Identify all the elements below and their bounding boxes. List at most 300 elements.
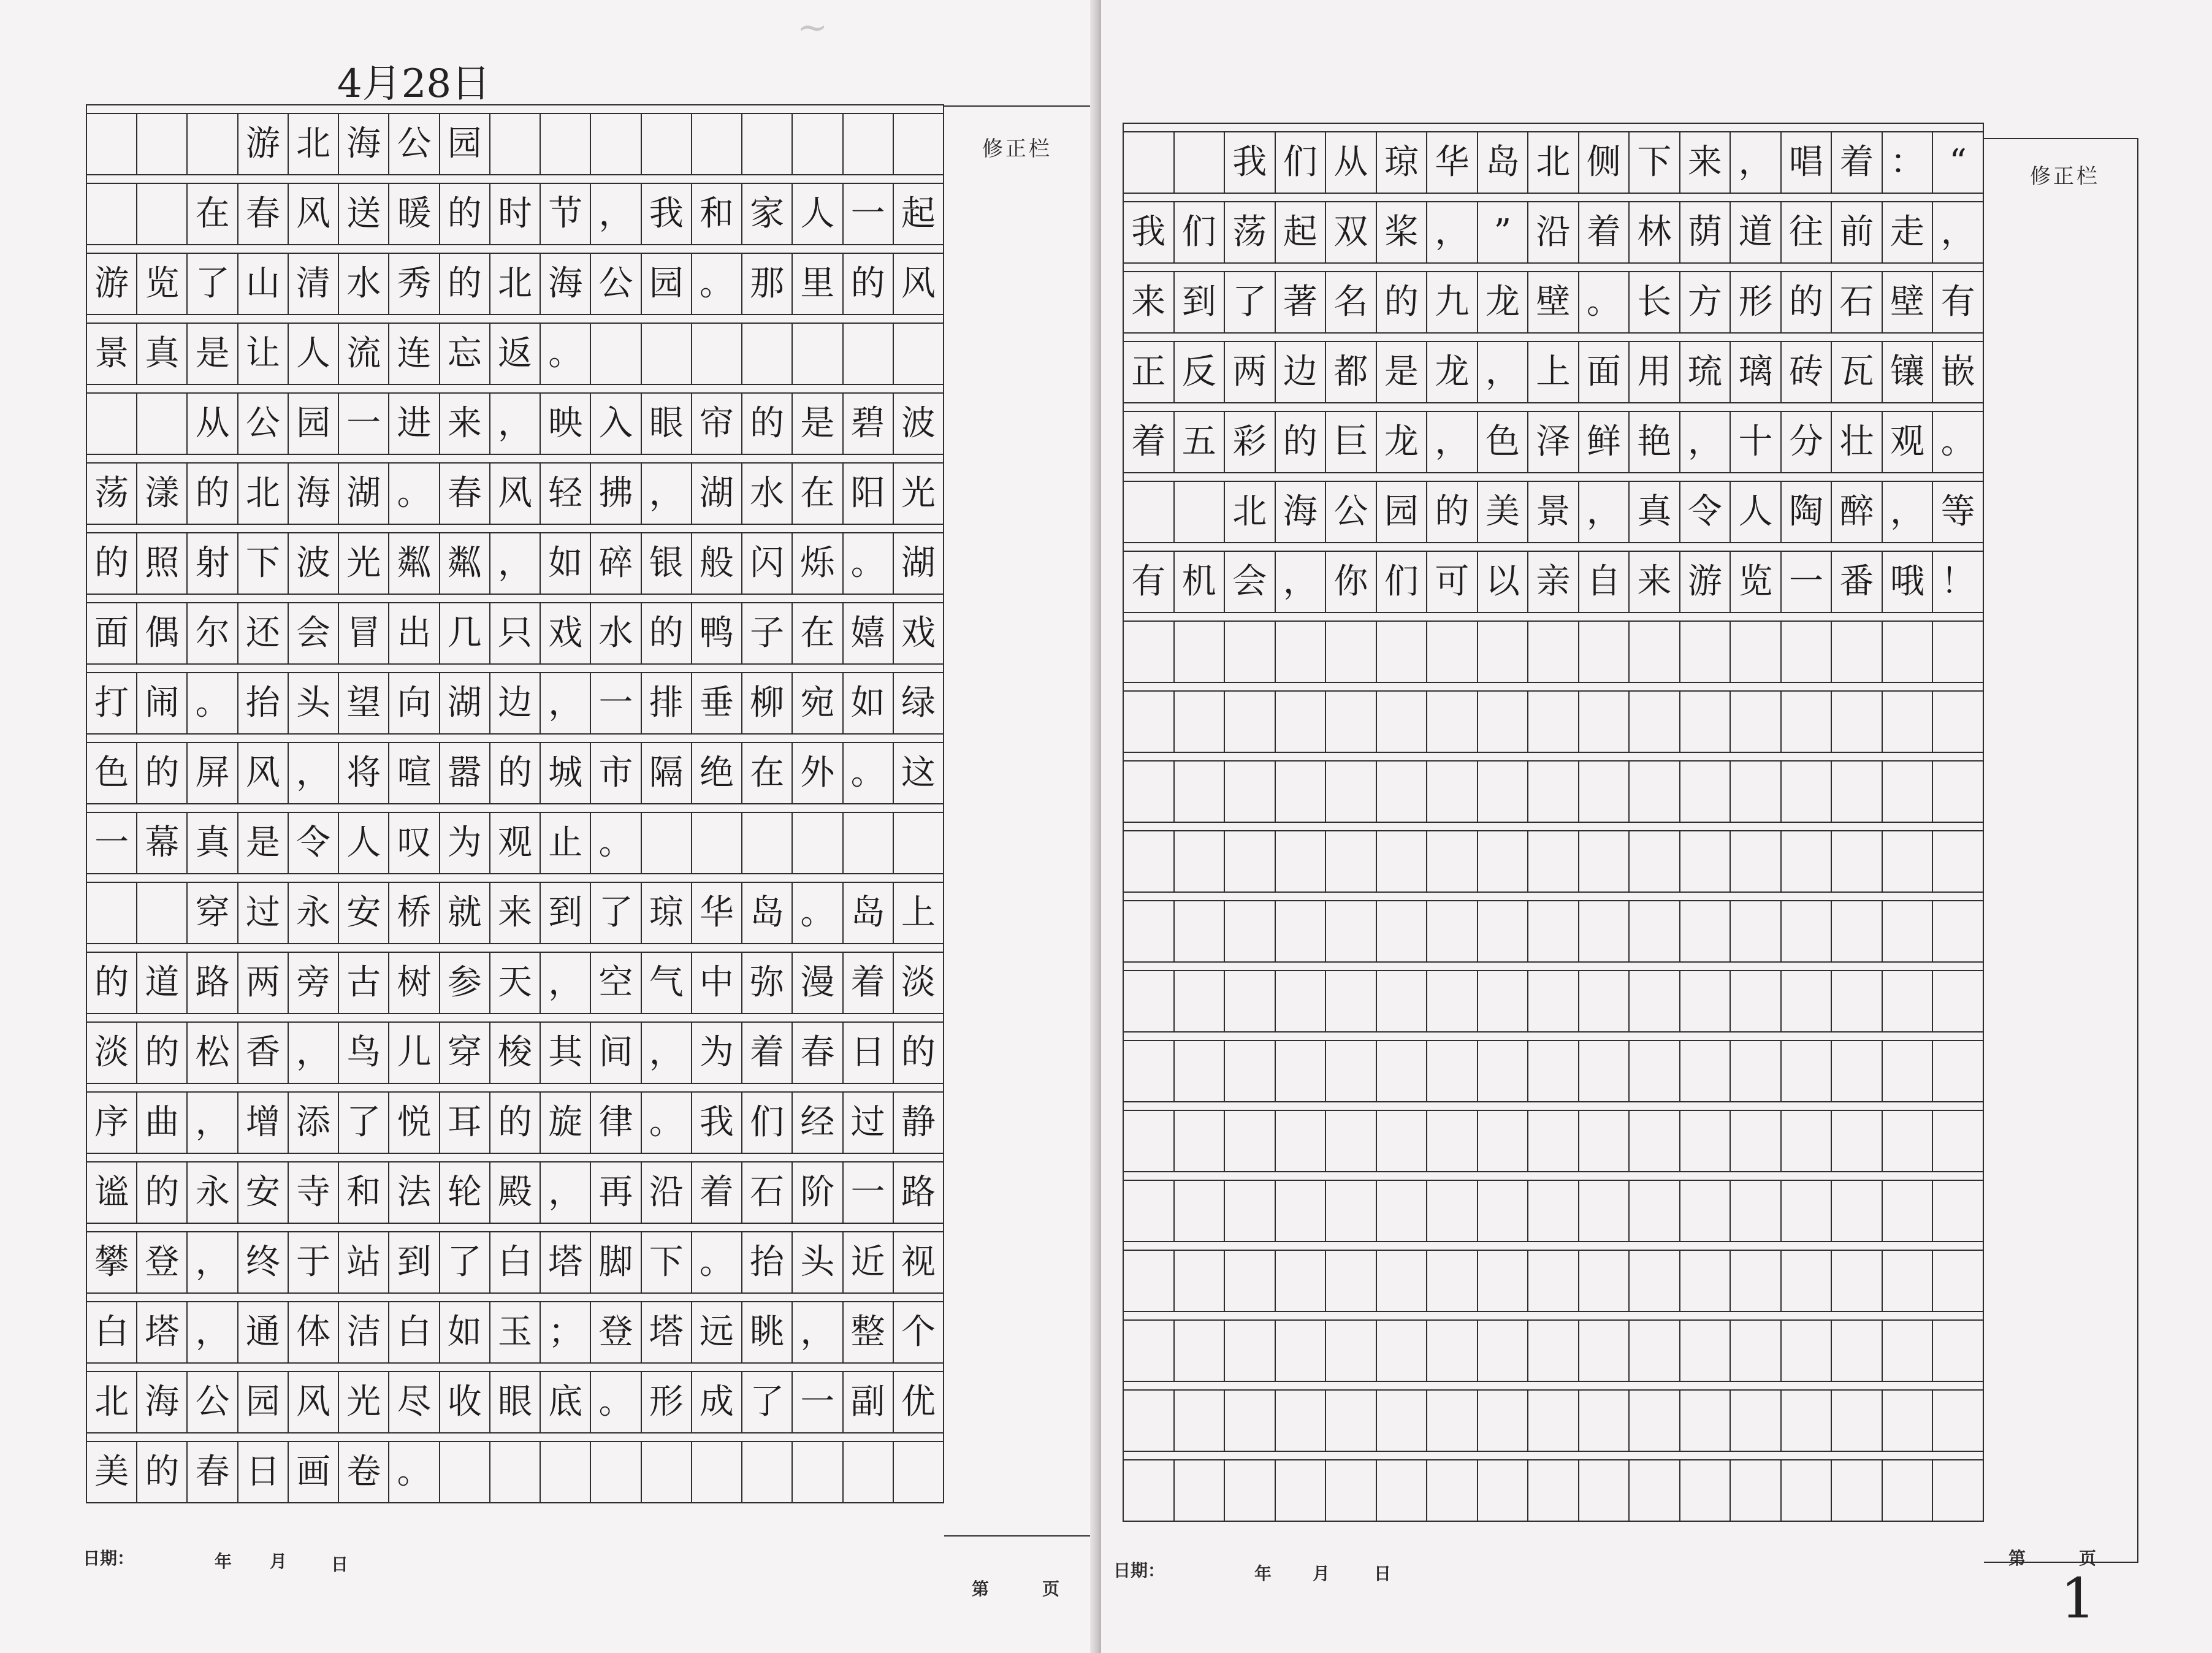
grid-cell: 如 (440, 1302, 490, 1363)
grid-cell: 了 (187, 253, 237, 315)
composition-grid-left (86, 104, 944, 1503)
row-gap (1123, 1311, 1983, 1320)
grid-cell (1174, 1320, 1225, 1381)
grid-cell (1123, 1320, 1174, 1381)
grid-cell (1174, 831, 1225, 892)
grid-cell: 面 (1579, 342, 1630, 403)
grid-cell: 脚 (590, 1232, 641, 1293)
grid-cell: 塔 (540, 1232, 590, 1293)
grid-cell: 在 (742, 743, 792, 804)
grid-cell: 弥 (742, 952, 792, 1014)
grid-cell: 北 (238, 463, 288, 524)
grid-cell (1882, 1320, 1933, 1381)
grid-cell: 园 (288, 393, 338, 454)
grid-cell: 们 (1174, 202, 1225, 263)
grid-cell: 流 (338, 323, 389, 384)
grid-cell (1224, 971, 1275, 1032)
grid-cell: 止 (540, 812, 590, 874)
grid-cell: 道 (1730, 202, 1781, 263)
grid-cell (1680, 691, 1731, 752)
grid-cell (893, 323, 944, 384)
grid-cell: ， (1478, 342, 1528, 403)
grid-cell: 九 (1427, 272, 1478, 333)
row-gap (1123, 193, 1983, 202)
grid-cell (1882, 621, 1933, 682)
grid-cell: 沿 (1528, 202, 1579, 263)
grid-cell (1730, 761, 1781, 822)
grid-cell: 白 (490, 1232, 540, 1293)
grid-cell: ！ (1932, 551, 1983, 613)
grid-cell (1781, 1180, 1832, 1242)
grid-cell: 面 (86, 603, 137, 664)
grid-row (86, 882, 944, 944)
grid-cell: 过 (843, 1092, 893, 1153)
grid-cell: 我 (641, 183, 692, 245)
grid-cell: 和 (338, 1162, 389, 1223)
grid-cell: 边 (490, 673, 540, 734)
grid-cell: 两 (1224, 342, 1275, 403)
grid-cell (1629, 1320, 1680, 1381)
grid-cell: 砖 (1781, 342, 1832, 403)
grid-cell (1123, 901, 1174, 962)
grid-cell: 湖 (338, 463, 389, 524)
grid-cell: 静 (893, 1092, 944, 1153)
grid-cell: ， (490, 393, 540, 454)
grid-cell: 就 (440, 882, 490, 944)
grid-cell: 到 (389, 1232, 439, 1293)
grid-cell: 望 (338, 673, 389, 734)
row-gap (86, 384, 944, 393)
grid-cell (1325, 1040, 1376, 1102)
grid-cell (641, 113, 692, 175)
grid-cell: 一 (86, 812, 137, 874)
grid-cell (641, 812, 692, 874)
grid-cell (893, 113, 944, 175)
grid-cell (1882, 1040, 1933, 1102)
grid-cell: 是 (792, 393, 842, 454)
grid-cell (1376, 1180, 1427, 1242)
grid-cell: 秀 (389, 253, 439, 315)
grid-cell: 海 (338, 113, 389, 175)
grid-cell: 园 (1376, 481, 1427, 543)
grid-cell: 从 (1325, 132, 1376, 193)
grid-row (1123, 1180, 1983, 1242)
grid-cell: ， (641, 1022, 692, 1083)
grid-cell: 的 (187, 463, 237, 524)
grid-cell (1831, 1460, 1882, 1521)
grid-cell: 游 (238, 113, 288, 175)
grid-cell: 。 (1932, 411, 1983, 473)
grid-cell: 嵌 (1932, 342, 1983, 403)
grid-cell (1325, 621, 1376, 682)
grid-cell: 玉 (490, 1302, 540, 1363)
grid-cell: 。 (843, 743, 893, 804)
row-gap (86, 664, 944, 673)
grid-cell (1882, 691, 1933, 752)
grid-cell: 机 (1174, 551, 1225, 613)
grid-cell: 几 (440, 603, 490, 664)
grid-cell (1275, 1390, 1326, 1451)
grid-cell: 龙 (1427, 342, 1478, 403)
grid-cell (1427, 1390, 1478, 1451)
grid-cell: 景 (1528, 481, 1579, 543)
grid-cell: 松 (187, 1022, 237, 1083)
grid-cell: 边 (1275, 342, 1326, 403)
grid-cell: 风 (288, 1372, 338, 1433)
grid-cell: 的 (1376, 272, 1427, 333)
grid-cell: 。 (843, 533, 893, 594)
grid-row (86, 812, 944, 874)
footer-month-right: 月 (1313, 1563, 1330, 1584)
grid-cell: 从 (187, 393, 237, 454)
grid-cell: 都 (1325, 342, 1376, 403)
grid-cell: 鲜 (1579, 411, 1630, 473)
grid-cell: 塔 (641, 1302, 692, 1363)
grid-cell: 风 (238, 743, 288, 804)
grid-cell (1629, 901, 1680, 962)
grid-cell: 的 (440, 253, 490, 315)
grid-cell: 们 (1376, 551, 1427, 613)
grid-cell: 华 (692, 882, 742, 944)
grid-cell: 你 (1325, 551, 1376, 613)
grid-cell: 如 (540, 533, 590, 594)
grid-cell: 帘 (692, 393, 742, 454)
grid-cell: 中 (692, 952, 742, 1014)
grid-cell: 览 (137, 253, 187, 315)
grid-cell: 镶 (1882, 342, 1933, 403)
grid-cell: 形 (1730, 272, 1781, 333)
grid-cell: 近 (843, 1232, 893, 1293)
grid-cell: 醉 (1831, 481, 1882, 543)
grid-cell: 登 (590, 1302, 641, 1363)
grid-cell (1325, 1180, 1376, 1242)
grid-cell: 海 (288, 463, 338, 524)
grid-cell (1123, 691, 1174, 752)
footer-page-suffix-left: 页 (1042, 1579, 1060, 1599)
grid-cell: 碧 (843, 393, 893, 454)
grid-cell: 的 (137, 743, 187, 804)
grid-cell (1932, 971, 1983, 1032)
grid-cell: 阳 (843, 463, 893, 524)
grid-cell (1781, 1040, 1832, 1102)
grid-cell (1579, 691, 1630, 752)
grid-cell: 闪 (742, 533, 792, 594)
grid-cell (1932, 901, 1983, 962)
grid-cell (1932, 691, 1983, 752)
grid-cell (843, 323, 893, 384)
grid-cell: 粼 (440, 533, 490, 594)
grid-cell: ， (288, 743, 338, 804)
grid-cell (1427, 691, 1478, 752)
grid-cell: 巨 (1325, 411, 1376, 473)
grid-cell (1224, 1460, 1275, 1521)
grid-cell (1781, 1460, 1832, 1521)
footer-date-label-left: 日期： (83, 1548, 135, 1568)
grid-cell: 将 (338, 743, 389, 804)
grid-cell: 我 (1224, 132, 1275, 193)
grid-cell: ， (540, 673, 590, 734)
grid-cell (1275, 971, 1326, 1032)
grid-cell (1680, 901, 1731, 962)
grid-cell: 殿 (490, 1162, 540, 1223)
row-gap (1123, 543, 1983, 551)
grid-row (1123, 481, 1983, 543)
grid-cell: 唱 (1781, 132, 1832, 193)
grid-cell (1275, 1040, 1326, 1102)
grid-row (1123, 901, 1983, 962)
grid-cell: 嚣 (440, 743, 490, 804)
grid-cell: ， (187, 1302, 237, 1363)
grid-cell: 荡 (1224, 202, 1275, 263)
grid-cell (1629, 1040, 1680, 1102)
grid-cell (1831, 1390, 1882, 1451)
grid-cell: 着 (692, 1162, 742, 1223)
grid-cell: 上 (1528, 342, 1579, 403)
grid-cell: 送 (338, 183, 389, 245)
grid-cell: 著 (1275, 272, 1326, 333)
grid-cell: 眼 (641, 393, 692, 454)
grid-cell: 有 (1123, 551, 1174, 613)
grid-row (1123, 761, 1983, 822)
row-gap (1123, 1172, 1983, 1180)
grid-cell: 整 (843, 1302, 893, 1363)
grid-cell: 水 (742, 463, 792, 524)
grid-cell: 烁 (792, 533, 842, 594)
grid-cell: 我 (1123, 202, 1174, 263)
grid-cell: 们 (742, 1092, 792, 1153)
grid-cell: 起 (1275, 202, 1326, 263)
grid-cell: 外 (792, 743, 842, 804)
grid-cell: 美 (1478, 481, 1528, 543)
grid-cell: 海 (540, 253, 590, 315)
grid-cell: 自 (1579, 551, 1630, 613)
grid-cell (742, 323, 792, 384)
right-notebook-page (1101, 0, 2212, 1653)
grid-cell: 园 (238, 1372, 288, 1433)
grid-cell (1882, 1110, 1933, 1172)
grid-cell: 还 (238, 603, 288, 664)
grid-cell: 两 (238, 952, 288, 1014)
grid-cell: 个 (893, 1302, 944, 1363)
grid-cell: 真 (137, 323, 187, 384)
row-gap (86, 1293, 944, 1302)
grid-cell (1730, 1110, 1781, 1172)
grid-cell: 方 (1680, 272, 1731, 333)
grid-cell: 来 (440, 393, 490, 454)
grid-cell (1932, 1460, 1983, 1521)
grid-cell: 时 (490, 183, 540, 245)
grid-cell (1174, 691, 1225, 752)
grid-cell (1528, 1390, 1579, 1451)
grid-cell (590, 113, 641, 175)
grid-cell: 荫 (1680, 202, 1731, 263)
grid-cell (1579, 1390, 1630, 1451)
grid-cell: 会 (288, 603, 338, 664)
footer-month-left: 月 (270, 1551, 288, 1571)
grid-cell (1376, 621, 1427, 682)
grid-cell (1275, 1460, 1326, 1521)
grid-cell (1680, 1390, 1731, 1451)
grid-cell: 游 (1680, 551, 1731, 613)
grid-cell: 序 (86, 1092, 137, 1153)
grid-cell (1224, 1320, 1275, 1381)
grid-cell: 淡 (86, 1022, 137, 1083)
grid-cell: 进 (389, 393, 439, 454)
grid-cell: ， (1275, 551, 1326, 613)
grid-row (86, 952, 944, 1014)
grid-cell (1781, 971, 1832, 1032)
grid-cell: 沿 (641, 1162, 692, 1223)
grid-cell: 荡 (86, 463, 137, 524)
grid-cell: 春 (187, 1441, 237, 1503)
grid-cell (1882, 901, 1933, 962)
grid-cell: 春 (440, 463, 490, 524)
grid-cell: 的 (86, 952, 137, 1014)
grid-cell (843, 113, 893, 175)
grid-cell: 北 (490, 253, 540, 315)
grid-cell (1224, 1390, 1275, 1451)
grid-cell (1174, 1180, 1225, 1242)
grid-cell: 鸟 (338, 1022, 389, 1083)
grid-row (86, 253, 944, 315)
grid-cell (1781, 1390, 1832, 1451)
row-gap (1123, 1242, 1983, 1250)
grid-cell: 儿 (389, 1022, 439, 1083)
grid-cell (490, 1441, 540, 1503)
grid-cell: 公 (1325, 481, 1376, 543)
grid-cell: 了 (1224, 272, 1275, 333)
grid-cell: 着 (1123, 411, 1174, 473)
grid-cell: 出 (389, 603, 439, 664)
grid-cell (86, 882, 137, 944)
grid-cell: 柳 (742, 673, 792, 734)
grid-cell: 真 (1629, 481, 1680, 543)
grid-cell: 空 (590, 952, 641, 1014)
grid-cell: 。 (692, 253, 742, 315)
grid-cell: 头 (792, 1232, 842, 1293)
grid-cell: 的 (137, 1162, 187, 1223)
grid-cell (1680, 831, 1731, 892)
grid-cell (1174, 761, 1225, 822)
grid-cell: 卷 (338, 1441, 389, 1503)
grid-cell (1376, 1040, 1427, 1102)
grid-cell (1478, 1390, 1528, 1451)
grid-cell (1629, 761, 1680, 822)
grid-cell: 嬉 (843, 603, 893, 664)
row-gap (86, 1083, 944, 1092)
grid-cell: 淡 (893, 952, 944, 1014)
grid-cell: 了 (338, 1092, 389, 1153)
grid-cell: 旁 (288, 952, 338, 1014)
grid-cell (1629, 621, 1680, 682)
grid-cell: 路 (187, 952, 237, 1014)
grid-cell (1478, 761, 1528, 822)
grid-cell (1427, 761, 1478, 822)
grid-cell: 用 (1629, 342, 1680, 403)
grid-cell: 来 (1123, 272, 1174, 333)
grid-row (86, 1302, 944, 1363)
grid-cell: 北 (1224, 481, 1275, 543)
grid-cell (1376, 1250, 1427, 1311)
grid-cell: 下 (641, 1232, 692, 1293)
grid-cell: 登 (137, 1232, 187, 1293)
grid-cell: 人 (792, 183, 842, 245)
grid-cell: 再 (590, 1162, 641, 1223)
grid-cell (742, 113, 792, 175)
grid-cell: 绿 (893, 673, 944, 734)
grid-cell (1478, 691, 1528, 752)
grid-cell: 园 (440, 113, 490, 175)
grid-cell: 里 (792, 253, 842, 315)
grid-cell: 洁 (338, 1302, 389, 1363)
grid-cell: 在 (792, 603, 842, 664)
grid-cell (1579, 901, 1630, 962)
grid-cell: 宛 (792, 673, 842, 734)
grid-cell (1629, 1460, 1680, 1521)
grid-cell: 岛 (1478, 132, 1528, 193)
grid-cell: 的 (742, 393, 792, 454)
grid-cell: 分 (1781, 411, 1832, 473)
grid-cell: 。 (389, 463, 439, 524)
grid-cell: 永 (187, 1162, 237, 1223)
grid-row (86, 1441, 944, 1503)
grid-cell (692, 113, 742, 175)
grid-cell: 永 (288, 882, 338, 944)
grid-cell (1680, 761, 1731, 822)
grid-cell (1831, 761, 1882, 822)
grid-cell (1629, 831, 1680, 892)
grid-row (1123, 411, 1983, 473)
grid-cell (1123, 1180, 1174, 1242)
row-gap (1123, 682, 1983, 691)
grid-cell: 香 (238, 1022, 288, 1083)
grid-cell: 长 (1629, 272, 1680, 333)
grid-cell (893, 1441, 944, 1503)
grid-cell: 色 (1478, 411, 1528, 473)
grid-cell: 站 (338, 1232, 389, 1293)
grid-cell (1781, 831, 1832, 892)
row-gap (1123, 123, 1983, 132)
row-gap (1123, 1451, 1983, 1460)
grid-cell: 人 (1730, 481, 1781, 543)
grid-cell (1579, 1320, 1630, 1381)
row-gap (86, 105, 944, 113)
row-gap (86, 245, 944, 253)
grid-cell: 泽 (1528, 411, 1579, 473)
row-gap (86, 524, 944, 533)
grid-cell (1730, 1040, 1781, 1102)
grid-cell (1730, 1250, 1781, 1311)
grid-cell (1528, 691, 1579, 752)
grid-cell: 园 (641, 253, 692, 315)
grid-cell: 穿 (440, 1022, 490, 1083)
grid-row (86, 323, 944, 384)
grid-cell: 为 (692, 1022, 742, 1083)
grid-cell: 到 (1174, 272, 1225, 333)
footer-day-right: 日 (1374, 1563, 1392, 1584)
row-gap (86, 1433, 944, 1441)
grid-cell: 只 (490, 603, 540, 664)
grid-cell (1680, 1460, 1731, 1521)
grid-cell: 连 (389, 323, 439, 384)
grid-cell (1478, 1180, 1528, 1242)
grid-cell: 。 (389, 1441, 439, 1503)
grid-cell (1730, 1390, 1781, 1451)
grid-cell: 一 (1781, 551, 1832, 613)
grid-cell (1174, 971, 1225, 1032)
grid-cell (1629, 691, 1680, 752)
grid-cell: 了 (742, 1372, 792, 1433)
